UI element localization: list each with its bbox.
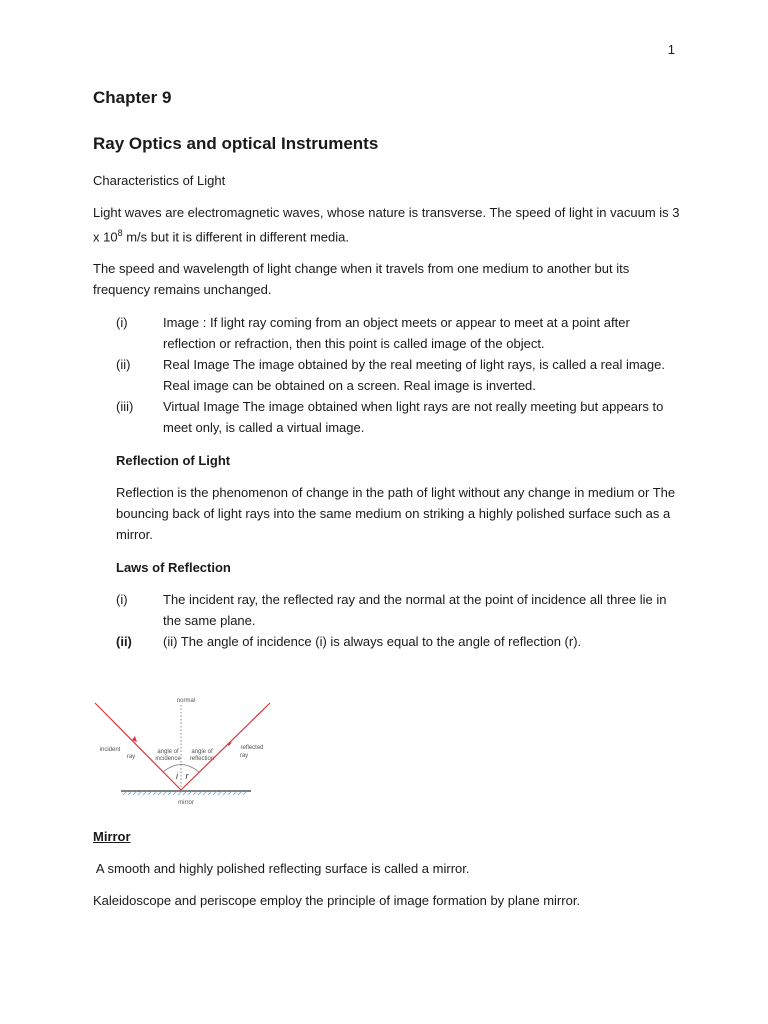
reflection-diagram — [93, 695, 683, 812]
angle-incidence-label-2: incidence — [155, 756, 181, 763]
reflection-paragraph: Reflection is the phenomenon of change in the path of light without any change in medium or The bouncing back of light rays into the same medium on striking a highly polished surface such as a mirror. — [116, 485, 676, 543]
reflection-heading: Reflection of Light — [116, 453, 231, 469]
chapter-heading: Chapter 9 — [93, 88, 172, 107]
document-body — [93, 88, 683, 911]
incident-label: incident — [99, 747, 121, 754]
reflected-label-2: ray — [239, 753, 249, 760]
list-number: (ii) — [116, 357, 131, 373]
mirror-heading: Mirror — [93, 829, 131, 845]
laws-heading: Laws of Reflection — [116, 560, 231, 576]
list-text: Image : If light ray coming from an object meets or appear to meet at a point after reflection or refraction, then this point is called image of the object. — [163, 315, 630, 352]
list-item — [116, 312, 683, 354]
list-number: (iii) — [116, 399, 134, 415]
chapter-title: Ray Optics and optical Instruments — [93, 134, 379, 153]
page-number: 1 — [667, 42, 675, 57]
list-item — [116, 631, 683, 652]
paragraph-speed-wavelength: The speed and wavelength of light change when it travels from one medium to another but its frequency remains unchanged. — [93, 261, 630, 298]
mirror-label: mirror — [178, 800, 194, 807]
list-text: Virtual Image The image obtained when light rays are not really meeting but appears to meet only, is called a virtual image. — [163, 399, 664, 436]
definitions-list — [93, 312, 683, 438]
angle-i-symbol: i — [176, 771, 178, 782]
mirror-application: Kaleidoscope and periscope employ the principle of image formation by plane mirror. — [93, 893, 581, 909]
laws-list — [93, 589, 683, 652]
list-item — [116, 354, 683, 396]
mirror-definition: A smooth and highly polished reflecting surface is called a mirror. — [93, 861, 470, 877]
reflected-label: reflected — [240, 745, 264, 752]
list-text: (ii) The angle of incidence (i) is always equal to the angle of reflection (r). — [163, 634, 582, 650]
incident-label-2: ray — [126, 754, 136, 761]
list-text: Real Image The image obtained by the real meeting of light rays, is called a real image. Real image can be obtained on a screen. Real image is inverted. — [163, 357, 665, 394]
section-label: Characteristics of Light — [93, 173, 226, 188]
paragraph-light-waves — [93, 202, 683, 247]
paragraph-text-tail: m/s but it is different in different media. — [122, 229, 350, 245]
angle-r-symbol: r — [185, 771, 189, 782]
paragraph-text: Light waves are electromagnetic waves, whose nature is transverse. The speed of light in vacuum is 3 x 10 — [93, 205, 680, 245]
superscript: 8 — [117, 228, 123, 238]
list-item — [116, 396, 683, 438]
reflection-diagram-svg — [93, 695, 273, 807]
angle-reflection-label: angle of — [191, 749, 213, 756]
angle-incidence-label: angle of — [157, 749, 179, 756]
normal-label: normal — [176, 698, 196, 705]
reflection-section — [93, 450, 683, 578]
angle-reflection-label-2: reflection — [189, 756, 215, 763]
list-text: The incident ray, the reflected ray and the normal at the point of incidence all three lie in the same plane. — [163, 592, 667, 629]
list-item — [116, 589, 683, 631]
list-number: (ii) — [116, 634, 132, 650]
list-number: (i) — [116, 592, 128, 608]
list-number: (i) — [116, 315, 128, 331]
